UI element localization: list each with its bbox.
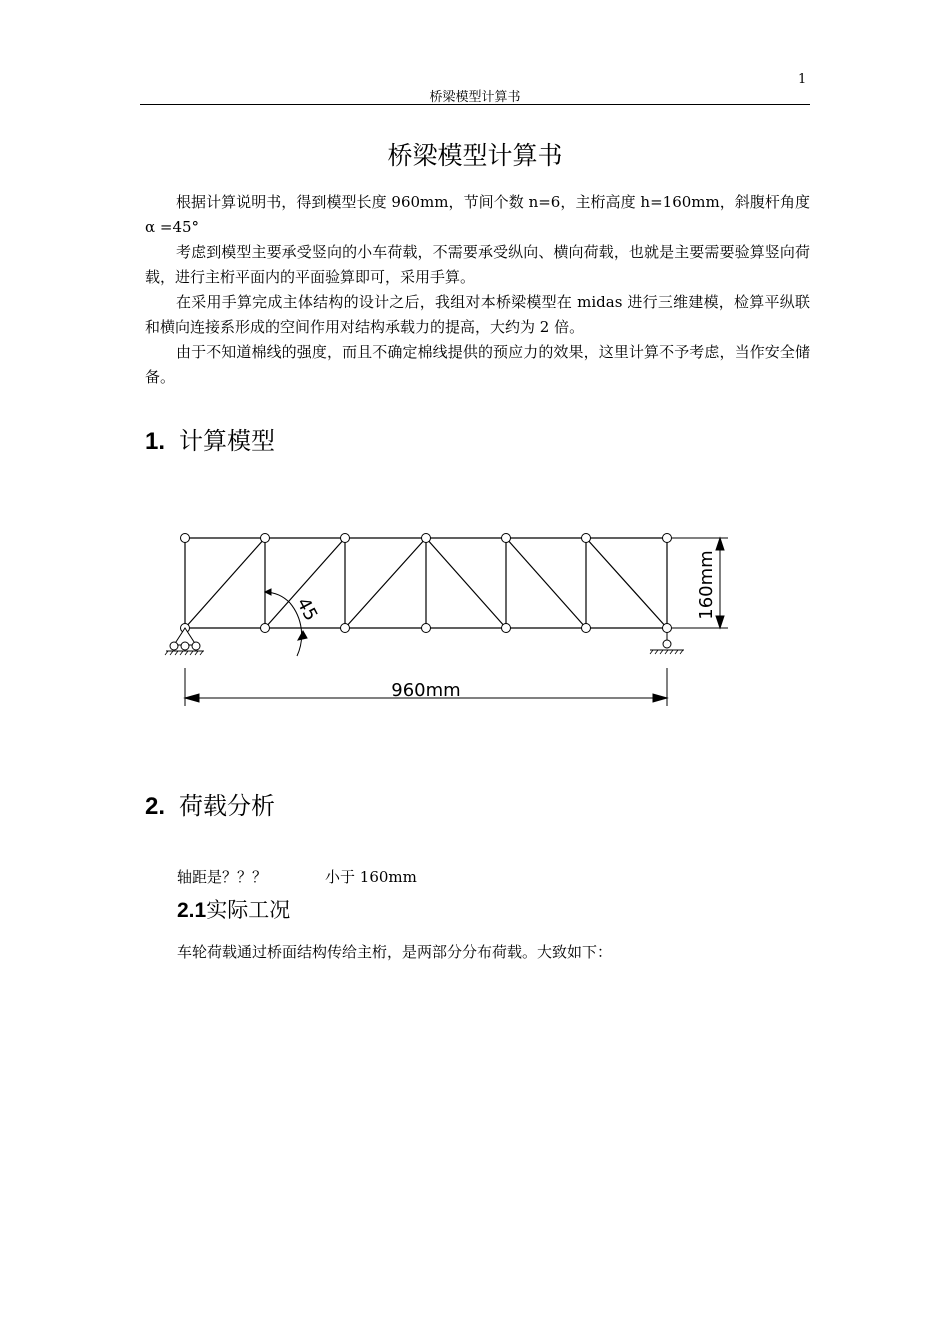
section-number: 1.: [145, 428, 166, 455]
note-left: 轴距是？？？: [177, 868, 268, 886]
truss-diagram: [160, 500, 750, 715]
length-label: 960mm: [391, 680, 461, 701]
intro-body: [145, 190, 810, 390]
truss-members: [185, 538, 667, 628]
section-title: 计算模型: [179, 427, 275, 455]
subsection-title: 实际工况: [206, 898, 291, 922]
paragraph: 车轮荷载通过桥面结构传给主桁，是两部分分布荷载。大致如下：: [177, 943, 613, 961]
section-number: 2.: [145, 793, 166, 820]
subsection-number: 2.1: [177, 899, 207, 922]
header-rule: [140, 104, 810, 105]
wheelbase-note: [177, 866, 417, 887]
note-right: 小于 160mm: [325, 868, 417, 886]
angle-label: 45: [292, 594, 322, 625]
section-title: 荷载分析: [179, 792, 275, 820]
section-heading-2: [145, 786, 275, 821]
height-label: 160mm: [696, 550, 717, 620]
paragraph: 考虑到模型主要承受竖向的小车荷载，不需要承受纵向、横向荷载，也就是主要需要验算竖向荷载，进行主桁平面内的平面验算即可，采用手算。: [145, 243, 810, 286]
subsection-heading: [177, 894, 290, 924]
page-number: 1: [798, 72, 807, 87]
left-pin-support: [165, 628, 204, 655]
paragraph: 在采用手算完成主体结构的设计之后，我组对本桥梁模型在 midas 进行三维建模，检算平纵联和横向连接系形成的空间作用对结构承载力的提高，大约为 2 倍。: [145, 293, 810, 336]
paragraph: 由于不知道棉线的强度，而且不确定棉线提供的预应力的效果，这里计算不予考虑，当作安全储备。: [145, 343, 810, 386]
running-header: 桥梁模型计算书: [429, 90, 521, 105]
section-heading-1: [145, 421, 275, 456]
document-title: 桥梁模型计算书: [387, 141, 563, 170]
paragraph: 根据计算说明书，得到模型长度 960mm，节间个数 n=6，主桁高度 h=160mm，斜腹杆角度α =45°: [145, 193, 810, 236]
right-roller-support: [650, 632, 684, 654]
